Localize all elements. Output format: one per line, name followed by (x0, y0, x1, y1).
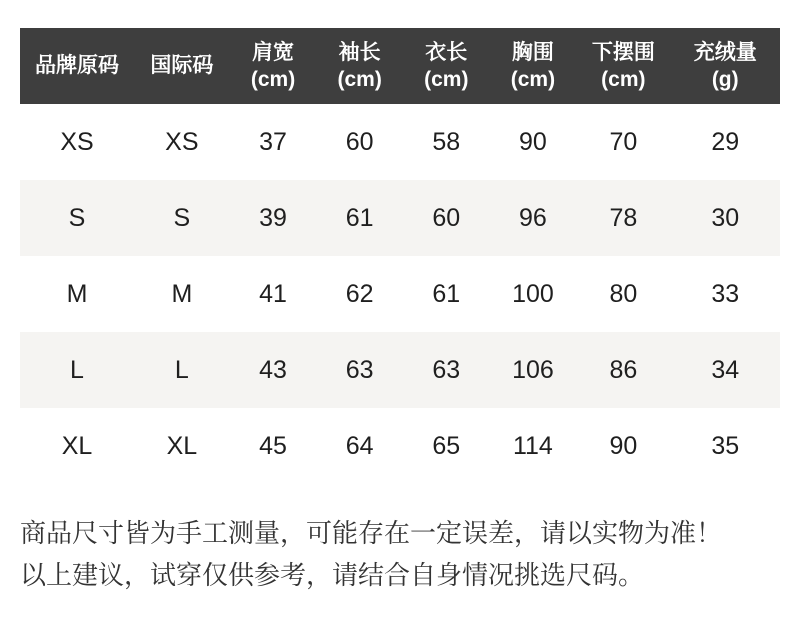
measurement-cell: 62 (316, 256, 403, 332)
header-cell-3 (230, 28, 317, 104)
header-unit: (cm) (601, 68, 646, 91)
measurement-cell: 64 (316, 408, 403, 484)
header-unit: (cm) (424, 68, 469, 91)
header-label: 肩宽 (252, 40, 295, 64)
measurement-cell: 35 (670, 408, 780, 484)
header-label: 胸围 (511, 40, 554, 64)
measurement-cell: 63 (316, 332, 403, 408)
measurement-cell: 78 (576, 180, 670, 256)
header-cell-7 (576, 28, 670, 104)
size-label-cell: M (20, 256, 134, 332)
measurement-cell: 96 (490, 180, 577, 256)
size-label-cell: M (134, 256, 230, 332)
measurement-notes (20, 512, 780, 596)
measurement-cell: 58 (403, 104, 490, 180)
header-cell-4 (316, 28, 403, 104)
header-label: 品牌原码 (34, 54, 119, 78)
size-label-cell: S (134, 180, 230, 256)
size-label-cell: XS (20, 104, 134, 180)
measurement-cell: 45 (230, 408, 317, 484)
header-label: 充绒量 (693, 40, 757, 64)
size-row-M (20, 256, 780, 332)
measurement-cell: 61 (316, 180, 403, 256)
measurement-cell: 90 (490, 104, 577, 180)
measurement-cell: 60 (316, 104, 403, 180)
header-cell-6 (490, 28, 577, 104)
measurement-cell: 80 (576, 256, 670, 332)
measurement-cell: 63 (403, 332, 490, 408)
size-table-header (20, 28, 780, 104)
size-row-XL (20, 408, 780, 484)
header-label: 下摆围 (591, 40, 655, 64)
size-label-cell: S (20, 180, 134, 256)
header-unit: (cm) (250, 68, 296, 91)
measurement-cell: 30 (670, 180, 780, 256)
measurement-cell: 60 (403, 180, 490, 256)
header-label: 衣长 (425, 40, 468, 64)
measurement-cell: 33 (670, 256, 780, 332)
measurement-cell: 43 (230, 332, 317, 408)
note-line-1: 商品尺寸皆为手工测量，可能存在一定误差，请以实物为准！ (20, 518, 723, 548)
header-unit: (g) (711, 68, 739, 91)
size-row-XS (20, 104, 780, 180)
header-cell-5 (403, 28, 490, 104)
size-label-cell: XS (134, 104, 230, 180)
measurement-cell: 100 (490, 256, 577, 332)
header-cell-1 (20, 28, 134, 104)
header-label: 袖长 (338, 40, 381, 64)
size-label-cell: L (134, 332, 230, 408)
measurement-cell: 61 (403, 256, 490, 332)
size-row-S (20, 180, 780, 256)
header-cell-8 (670, 28, 780, 104)
measurement-cell: 39 (230, 180, 317, 256)
size-row-L (20, 332, 780, 408)
measurement-cell: 37 (230, 104, 317, 180)
measurement-cell: 90 (576, 408, 670, 484)
size-label-cell: L (20, 332, 134, 408)
measurement-cell: 65 (403, 408, 490, 484)
header-label: 国际码 (150, 54, 214, 78)
note-line-2: 以上建议，试穿仅供参考，请结合自身情况挑选尺码。 (20, 560, 645, 590)
size-label-cell: XL (134, 408, 230, 484)
size-table (20, 28, 780, 484)
header-unit: (cm) (510, 68, 556, 91)
header-unit: (cm) (337, 68, 382, 91)
measurement-cell: 114 (490, 408, 577, 484)
header-cell-2 (134, 28, 230, 104)
size-table-body (20, 104, 780, 484)
measurement-cell: 70 (576, 104, 670, 180)
size-label-cell: XL (20, 408, 134, 484)
measurement-cell: 86 (576, 332, 670, 408)
measurement-cell: 41 (230, 256, 317, 332)
measurement-cell: 34 (670, 332, 780, 408)
header-row (20, 28, 780, 104)
measurement-cell: 29 (670, 104, 780, 180)
measurement-cell: 106 (490, 332, 577, 408)
